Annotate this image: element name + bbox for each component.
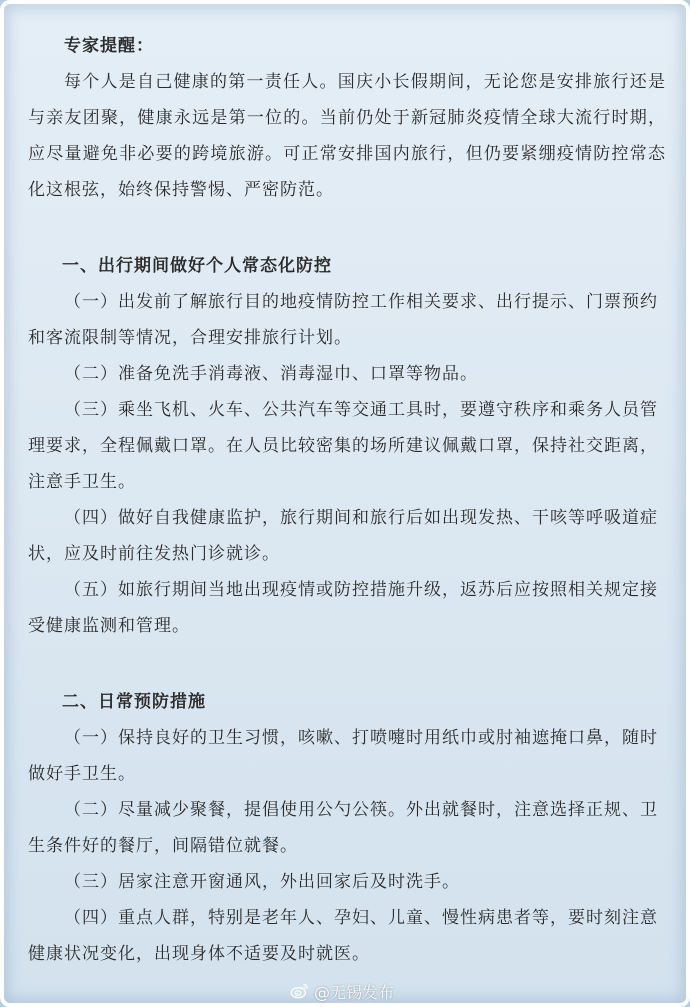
section1-item: （一）出发前了解旅行目的地疫情防控工作相关要求、出行提示、门票预约和客流限制等情况，合理安排旅行计划。: [28, 292, 658, 348]
watermark-text: @无锡发布: [314, 982, 395, 1002]
section1-item: （四）做好自我健康监护，旅行期间和旅行后如出现发热、干咳等呼吸道症状，应及时前往发热门诊就诊。: [28, 508, 658, 564]
section1-item: （三）乘坐飞机、火车、公共汽车等交通工具时，要遵守秩序和乘务人员管理要求，全程佩戴口罩。在人员比较密集的场所建议佩戴口罩，保持社交距离，注意手卫生。: [28, 400, 658, 492]
section2-title: 二、日常预防措施: [62, 692, 206, 712]
watermark: [290, 980, 394, 1002]
spacer: [26, 644, 666, 684]
section1-item: （五）如旅行期间当地出现疫情或防控措施升级，返苏后应按照相关规定接受健康监测和管理。: [28, 580, 658, 636]
notice-content: [26, 28, 666, 972]
intro-paragraph: 每个人是自己健康的第一责任人。国庆小长假期间，无论您是安排旅行还是与亲友团聚，健康永远是第一位的。当前仍处于新冠肺炎疫情全球大流行时期，应尽量避免非必要的跨境旅游。可正常安排国内旅行，但仍要紧绷疫情防控常态化这根弦，始终保持警惕、严密防范。: [28, 72, 666, 200]
section1-item: （二）准备免洗手消毒液、消毒湿巾、口罩等物品。: [64, 364, 478, 384]
section2-item: （四）重点人群，特别是老年人、孕妇、儿童、慢性病患者等，要时刻注意健康状况变化，出现身体不适要及时就医。: [28, 908, 658, 964]
section2-item: （三）居家注意开窗通风，外出回家后及时洗手。: [64, 872, 460, 892]
weibo-icon: [290, 981, 310, 1001]
section1-title: 一、出行期间做好个人常态化防控: [62, 256, 332, 276]
intro-heading: 专家提醒：: [64, 36, 154, 56]
section2-item: （二）尽量减少聚餐，提倡使用公勺公筷。外出就餐时，注意选择正规、卫生条件好的餐厅，间隔错位就餐。: [28, 800, 658, 856]
section2-item: （一）保持良好的卫生习惯，咳嗽、打喷嚏时用纸巾或肘袖遮掩口鼻，随时做好手卫生。: [28, 728, 658, 784]
spacer: [26, 208, 666, 248]
